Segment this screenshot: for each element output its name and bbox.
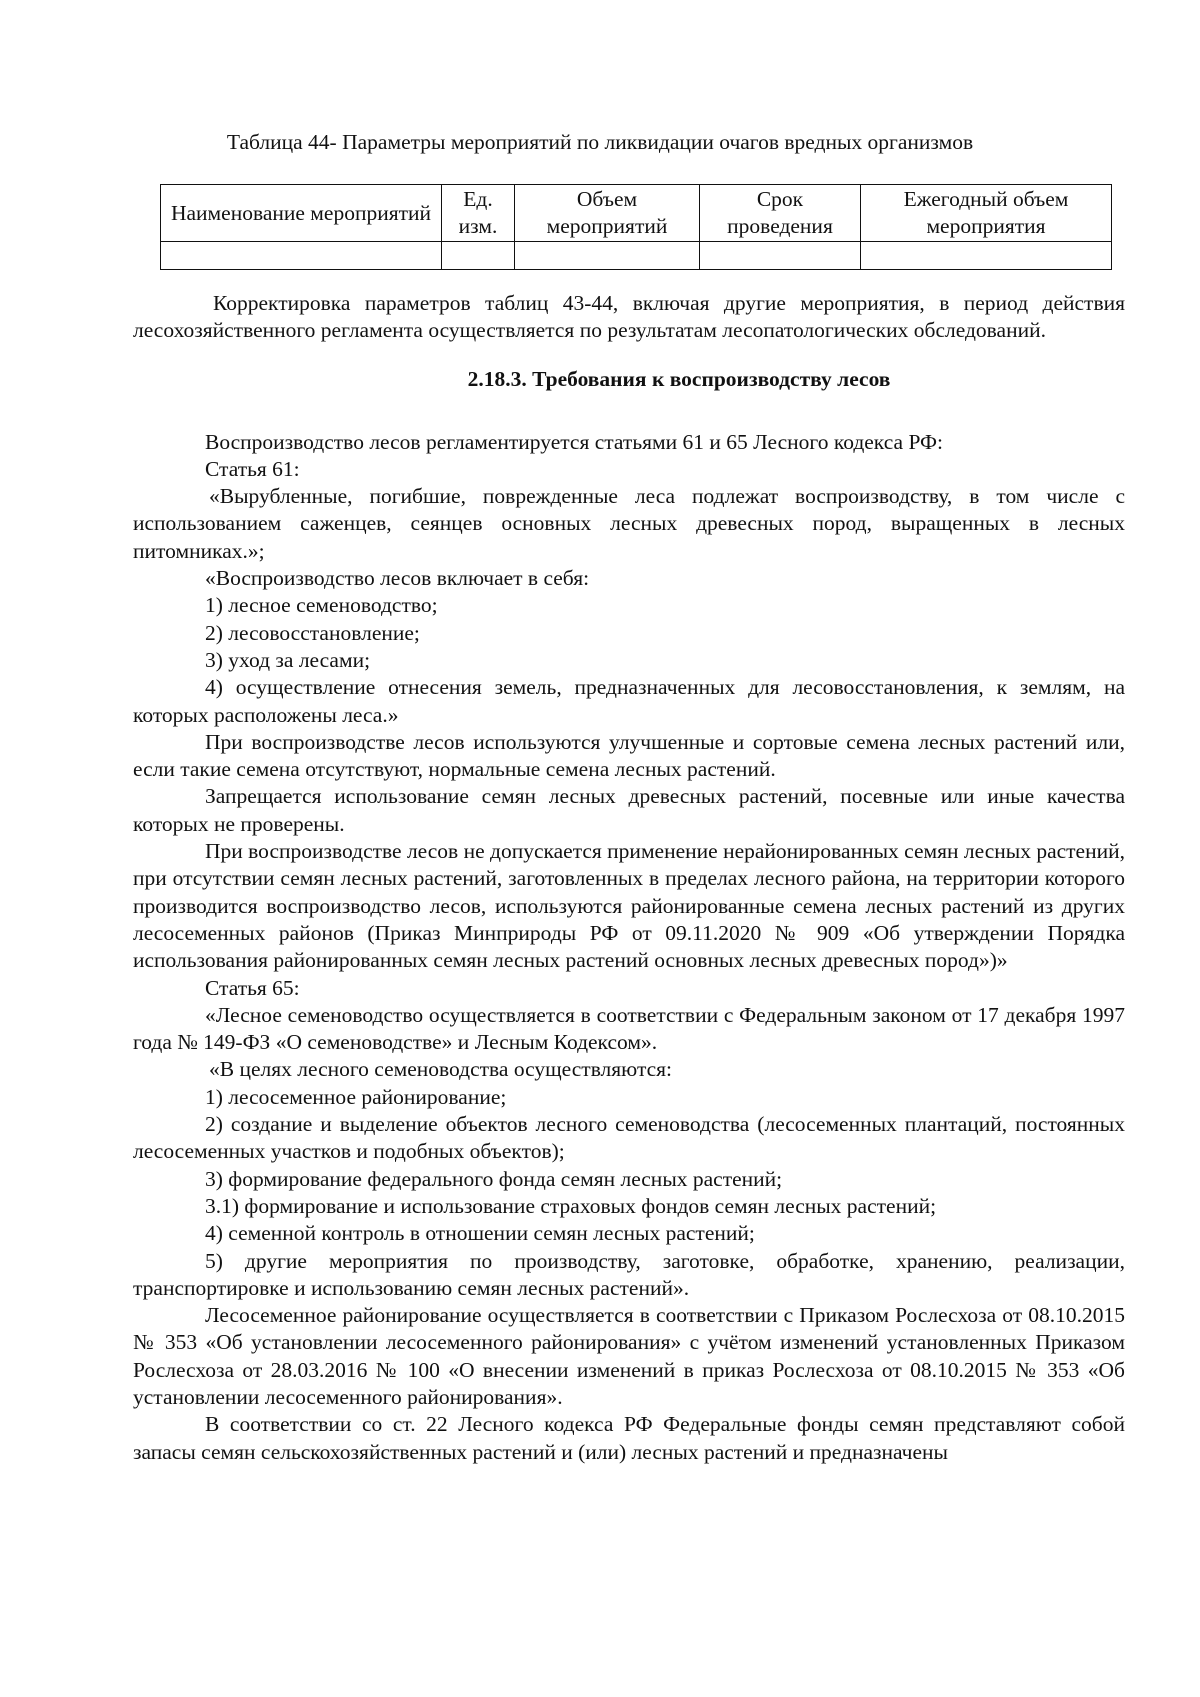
list-item: 2) создание и выделение объектов лесного семеноводства (лесосеменных плантаций, постоянных лесосеменных участков и подобных объектов); [133,1112,1125,1164]
paragraph: Статья 65: [205,975,300,1000]
paragraph: Статья 61: [205,456,300,481]
paragraph: «Лесное семеноводство осуществляется в соответствии с Федеральным законом от 17 декабря 1997 года № 149-ФЗ «О семеноводстве» и Лесным Кодексом». [133,1002,1125,1055]
list-item: 4) осуществление отнесения земель, предназначенных для лесовосстановления, к землям, на которых расположены леса.» [133,675,1125,727]
table-caption: Таблица 44- Параметры мероприятий по ликвидации очагов вредных организмов [226,130,974,154]
table-cell [442,242,515,270]
table-row [161,242,1112,270]
paragraph: Лесосеменное районирование осуществляется в соответствии с Приказом Рослесхоза от 08.10.2015 № 353 «Об установлении лесосеменного районирования» с учётом изменений установленных Приказом Рослесхоза от 28.03.2016 № 100 «О внесении изменений в приказ Рослесхоза от 08.10.2015 № 353 «Об установлении лесосеменного районирования». [133,1303,1125,1409]
paragraph: При воспроизводстве лесов не допускается применение нерайонированных семян лесных растений, при отсутствии семян лесных растений, заготовленных в пределах лесного района, на территории которого производится воспроизводство лесов, используются районированные семена лесных растений из других лесосеменных районов (Приказ Минприроды РФ от 09.11.2020 № 909 «Об утверждении Порядка использования районированных семян лесных растений основных лесных древесных пород»)» [133,839,1125,973]
paragraph: «В целях лесного семеноводства осуществляются: [209,1057,673,1082]
table-header-cell: Ежегодный объем мероприятия [861,185,1112,242]
paragraph-correction: Корректировка параметров таблиц 43-44, включая другие мероприятия, в период действия лесохозяйственного регламента осуществляется по результатам лесопатологических обследований. [133,291,1125,343]
table-cell [861,242,1112,270]
table-header-cell: Объем мероприятий [515,185,700,242]
paragraph: Воспроизводство лесов регламентируется статьями 61 и 65 Лесного кодекса РФ: [205,429,943,454]
list-item: 4) семенной контроль в отношении семян лесных растений; [205,1221,755,1246]
paragraph: «Воспроизводство лесов включает в себя: [205,566,590,591]
table-cell [700,242,861,270]
table-header-row [161,185,1112,242]
paragraph: «Вырубленные, погибшие, поврежденные леса подлежат воспроизводству, в том числе с использованием саженцев, сеянцев основных лесных древесных пород, выращенных в лесных питомниках.»; [133,484,1125,563]
list-item: 1) лесное семеноводство; [205,593,438,618]
list-item: 3) уход за лесами; [205,647,371,672]
table-cell [161,242,442,270]
paragraph: Запрещается использование семян лесных древесных растений, посевные или иные качества которых не проверены. [133,784,1125,836]
paragraph: В соответствии со ст. 22 Лесного кодекса РФ Федеральные фонды семян представляют собой запасы семян сельскохозяйственных растений и (или) лесных растений и предназначены [133,1412,1125,1464]
list-item: 3.1) формирование и использование страховых фондов семян лесных растений; [205,1193,937,1218]
list-item: 2) лесовосстановление; [205,620,420,645]
table-header-cell: Ед. изм. [442,185,515,242]
section-heading: 2.18.3. Требования к воспроизводству лесов [467,366,891,391]
list-item: 3) формирование федерального фонда семян лесных растений; [205,1166,783,1191]
table-header-cell: Наименование мероприятий [161,185,442,242]
table-header-cell: Срок проведения [700,185,861,242]
list-item: 5) другие мероприятия по производству, заготовке, обработке, хранению, реализации, транспортировке и использованию семян лесных растений». [133,1248,1125,1300]
body-text [133,290,1125,1466]
list-item: 1) лесосеменное районирование; [205,1084,507,1109]
table-cell [515,242,700,270]
measures-table [160,184,1112,270]
paragraph: При воспроизводстве лесов используются улучшенные и сортовые семена лесных растений или, если такие семена отсутствуют, нормальные семена лесных растений. [133,729,1125,782]
